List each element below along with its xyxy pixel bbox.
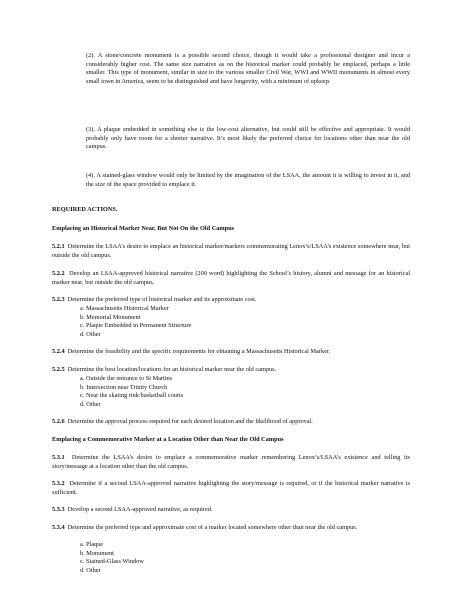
action-item <box>52 296 410 305</box>
item-number: 5.3.2 <box>52 480 65 487</box>
action-item <box>52 480 410 497</box>
sub-item: c. Plaque Embedded in Permanent Structure <box>80 322 192 329</box>
item-text: Determine the preferred type of historical marker and its approximate cost. <box>67 296 257 303</box>
item-text: Develop a second LSAA-approved narrative, as required. <box>67 506 213 513</box>
sub-item: b. Monument <box>80 549 114 557</box>
action-item <box>52 454 410 471</box>
item-text: Develop an LSAA-approved historical narrative (200 word) highlighting the School’s history, alumni and message for an historical marker near, but outside the old campus. <box>52 270 410 286</box>
sub-item: b. Memorial Monument <box>80 313 141 321</box>
item-number: 5.3.3 <box>52 506 65 513</box>
action-item <box>52 418 410 427</box>
sub-item: c. Near the skating rink/basketball courts <box>80 392 184 399</box>
action-item <box>52 243 410 260</box>
action-item <box>52 506 410 515</box>
item-number: 5.2.3 <box>52 296 65 303</box>
sub-item: d. Other <box>80 566 101 574</box>
item-text: Determine the LSAA’s desire to emplace a commemorative marker remembering Lenox’s/LSAA’s existence and telling its story/message at a location other than the old campus. <box>52 454 410 470</box>
sub-item: a. Massachusetts Historical Marker <box>80 305 169 312</box>
item-text: Determine the feasibility and the specific requirements for obtaining a Massachusetts Historical Marker. <box>67 348 331 355</box>
item-number: 5.2.6 <box>52 418 65 425</box>
sub-item: a. Outside the entrance to St Martins <box>80 375 173 382</box>
required-actions-heading: REQUIRED ACTIONS. <box>52 206 118 213</box>
item-number: 5.3.1 <box>52 454 65 461</box>
action-item <box>52 270 410 287</box>
item-text: Determine the approval process required for each desired location and the likelihood of approval. <box>67 418 313 425</box>
item-number: 5.2.4 <box>52 348 65 355</box>
item-number: 5.2.5 <box>52 366 65 373</box>
sub-item: a. Plaque <box>80 541 104 548</box>
option-paragraph: (2). A stone/concrete monument is a possible second choice, though it would take a professional designer and incur a considerably higher cost. The same size narrative as on the historical marker could probably be emplaced, perhaps a little smaller. This type of monument, similar in size to the various smaller Civil War, WWI and WWII monuments in almost every small town in America, seem to be distinguished and have longevity, with a minimum of upkeep. <box>86 52 410 85</box>
item-number: 5.2.1 <box>52 243 65 250</box>
option-paragraph: (4). A stained-glass window would only be limited by the imagination of the LSAA, the amount it is willing to invest in it, and the size of the space provided to emplace it. <box>86 172 410 188</box>
action-item <box>52 524 410 533</box>
sub-item: c. Stained-Glass Window <box>80 558 144 565</box>
item-number: 5.3.4 <box>52 524 65 531</box>
section-heading: Emplacing a Commemorative Marker at a Location Other than Near the Old Campus <box>52 436 284 443</box>
item-text: Determine the LSAA’s desire to emplace an historical marker/markers commemorating Lenox’s/LSAA’s existence somewhere near, but outside the old campus. <box>52 243 410 259</box>
item-text: Determine if a second LSAA-approved narrative highlighting the story/message is required, or if the historical marker narrative is sufficient. <box>52 480 410 496</box>
item-text: Determine the preferred type and approximate cost of a marker located somewhere other than near the old campus. <box>67 524 358 531</box>
action-item <box>52 366 410 375</box>
sub-item: b. Intersection near Trinity Church <box>80 383 168 391</box>
section-heading: Emplacing an Historical Marker Near, But Not On the Old Campus <box>52 225 235 232</box>
sub-item: d. Other <box>80 330 101 338</box>
item-number: 5.2.2 <box>52 270 65 277</box>
item-text: Determine the best location/locations for an historical marker near the old campus. <box>67 366 277 373</box>
action-item <box>52 348 410 357</box>
option-paragraph: (3). A plaque embedded in something else is the low-cost alternative, but could still be effective and appropriate. It would probably only have room for a shorter narrative. It’s most likely the preferred choice for locations other than near the old campus. <box>86 126 410 151</box>
sub-item: d. Other <box>80 400 101 408</box>
